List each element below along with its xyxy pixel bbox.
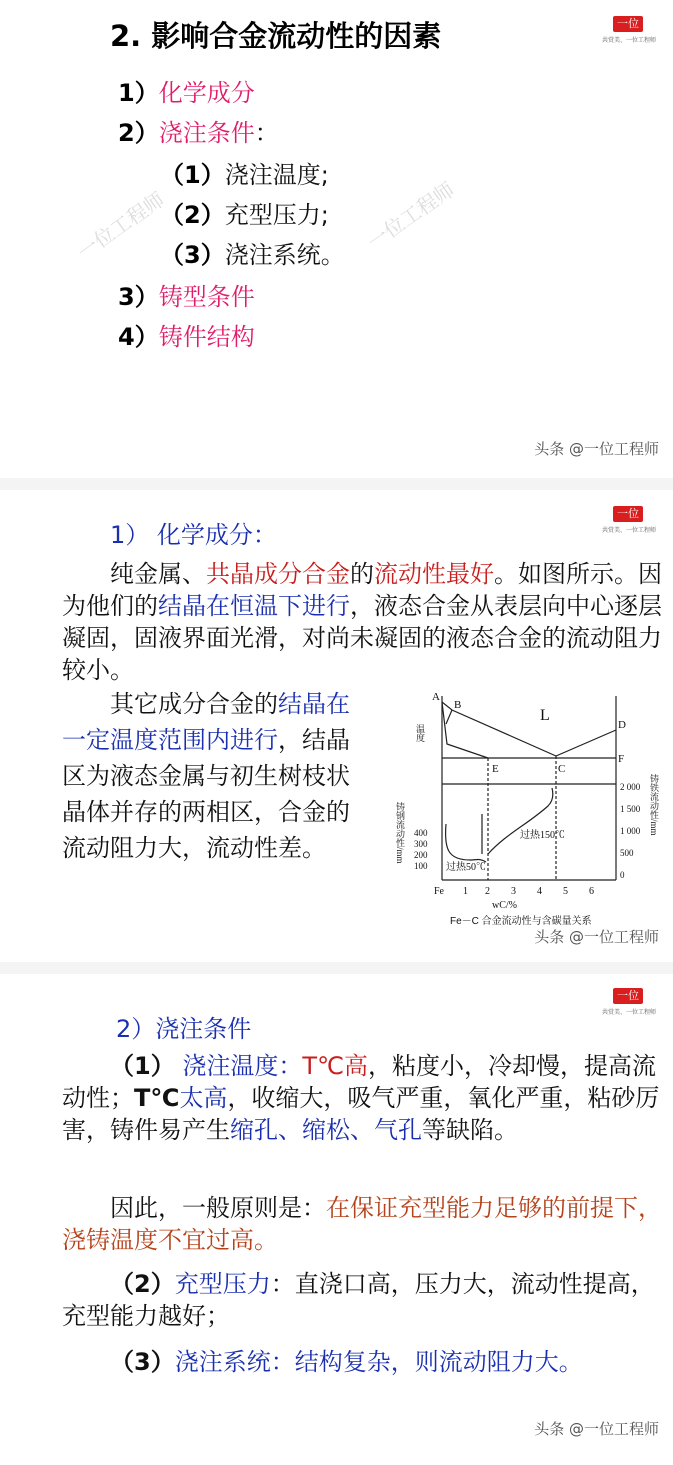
list-item: （3）浇注系统。 bbox=[160, 241, 345, 269]
chart-x-tick: 3 bbox=[511, 886, 516, 897]
chart-x-tick: 5 bbox=[563, 886, 568, 897]
paragraph-other-alloy: 其它成分合金的结晶在一定温度范围内进行，结晶区为液态金属与初生树枝状晶体并存的两相区，合金的流动阻力大，流动性差。 bbox=[62, 690, 350, 862]
brand-logo: 一位 共赏美、一位工程师 bbox=[601, 507, 656, 534]
chart-x-tick: Fe bbox=[434, 886, 444, 897]
brand-logo: 一位 共赏美、一位工程师 bbox=[601, 17, 656, 44]
chart-x-tick: 6 bbox=[589, 886, 594, 897]
section-heading: 2）浇注条件 bbox=[116, 1015, 252, 1043]
chart-right-tick: 1 500 bbox=[620, 804, 641, 814]
paragraph-pressure: （2）充型压力：直浇口高，压力大，流动性提高，充型能力越好； bbox=[62, 1270, 655, 1330]
list-item: 2）浇注条件： bbox=[118, 119, 279, 147]
chart-point-label: D bbox=[618, 719, 626, 731]
chart-ylabel-top: 温度 bbox=[415, 724, 425, 742]
page-title: 2. 影响合金流动性的因素 bbox=[110, 19, 442, 53]
chart-xlabel: wC/% bbox=[492, 900, 517, 911]
list-item: （2）充型压力; bbox=[160, 201, 329, 229]
chart-left-tick: 100 bbox=[414, 861, 428, 871]
paragraph-pour-temp: （1） 浇注温度：T℃高，粘度小，冷却慢，提高流动性；T℃太高，收缩大，吸气严重，氧化严重，粘砂厉害，铸件易产生缩孔、缩松、气孔等缺陷。 bbox=[62, 1052, 660, 1144]
chart-point-label: A bbox=[432, 691, 440, 703]
slide-1 bbox=[0, 0, 673, 478]
chart-x-tick: 1 bbox=[463, 886, 468, 897]
list-item: （1）浇注温度; bbox=[160, 161, 329, 189]
watermark-label: 头条 @一位工程师 bbox=[534, 1420, 659, 1438]
list-item: 1）化学成分 bbox=[118, 79, 255, 107]
chart-point-label: E bbox=[492, 763, 499, 775]
fe-c-chart bbox=[380, 684, 660, 928]
list-item: 3）铸型条件 bbox=[118, 283, 255, 311]
chart-left-tick: 400 bbox=[414, 828, 428, 838]
watermark-label: 头条 @一位工程师 bbox=[534, 440, 659, 458]
chart-point-label: B bbox=[454, 699, 462, 711]
watermark-label: 头条 @一位工程师 bbox=[534, 928, 659, 946]
chart-left-tick: 300 bbox=[414, 839, 428, 849]
chart-annotation: 过热150℃ bbox=[520, 830, 565, 841]
section-heading: 1） 化学成分： bbox=[110, 521, 277, 549]
chart-right-tick: 1 000 bbox=[620, 826, 641, 836]
chart-right-tick: 0 bbox=[620, 870, 625, 880]
chart-right-tick: 500 bbox=[620, 848, 634, 858]
slide-gap bbox=[0, 478, 673, 490]
chart-left-tick: 200 bbox=[414, 850, 428, 860]
chart-x-tick: 2 bbox=[485, 886, 490, 897]
paragraph-pure-metal: 纯金属、共晶成分合金的流动性最好。如图所示。因为他们的结晶在恒温下进行，液态合金从表层向中心逐层凝固，固液界面光滑，对尚未凝固的液态合金的流动阻力较小。 bbox=[62, 560, 662, 684]
watermark-2: 一位工程师 bbox=[363, 177, 459, 255]
chart-right-axis-label: 铸铁流动性/mm bbox=[649, 774, 659, 836]
chart-left-axis-label: 铸钢流动性/mm bbox=[395, 802, 405, 864]
chart-right-tick: 2 000 bbox=[620, 782, 641, 792]
chart-annotation: 过热50℃ bbox=[446, 862, 486, 873]
chart-x-tick: 4 bbox=[537, 886, 542, 897]
paragraph-gating: （3）浇注系统：结构复杂，则流动阻力大。 bbox=[110, 1348, 583, 1376]
watermark-1: 一位工程师 bbox=[73, 187, 169, 265]
list-item: 4）铸件结构 bbox=[118, 323, 255, 351]
chart-point-label: F bbox=[618, 753, 625, 765]
slide-3 bbox=[0, 974, 673, 1465]
paragraph-principle: 因此，一般原则是：在保证充型能力足够的前提下，浇铸温度不宜过高。 bbox=[62, 1194, 662, 1254]
chart-point-label: L bbox=[540, 707, 550, 724]
brand-logo: 一位 共赏美、一位工程师 bbox=[601, 989, 656, 1016]
chart-point-label: C bbox=[558, 763, 566, 775]
chart-caption: Fe－C 合金流动性与含碳量关系 bbox=[450, 916, 592, 927]
slide-gap bbox=[0, 962, 673, 974]
